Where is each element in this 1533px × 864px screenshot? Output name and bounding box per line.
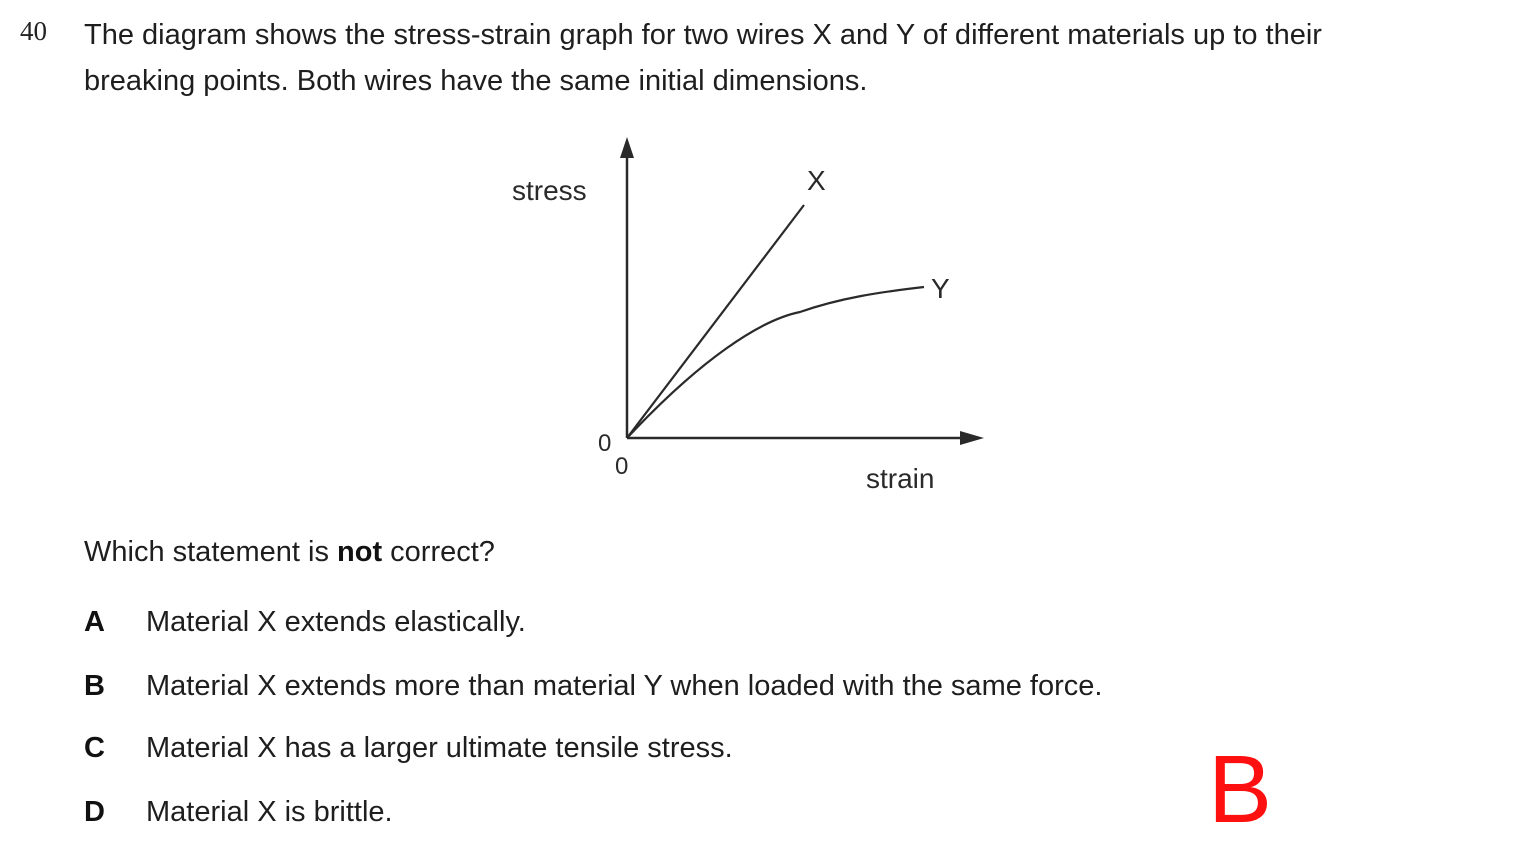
y-axis-label: stress	[512, 175, 587, 206]
question-stem	[84, 12, 1514, 104]
option-letter: C	[84, 732, 105, 764]
prompt-bold: not	[337, 536, 383, 568]
option-text: Material X is brittle.	[146, 796, 393, 828]
option-letter: B	[84, 670, 105, 702]
curve-y-label: Y	[931, 273, 950, 304]
x-axis-label: strain	[866, 463, 935, 494]
option-b[interactable]	[84, 670, 1102, 703]
y-axis-arrowhead	[620, 137, 634, 158]
curve-x-label: X	[807, 165, 826, 196]
option-text: Material X has a larger ultimate tensile stress.	[146, 732, 733, 764]
origin-x-label: 0	[615, 453, 629, 480]
prompt-before: Which statement is	[84, 536, 338, 568]
question-prompt	[84, 536, 495, 569]
option-text: Material X extends more than material Y when loaded with the same force.	[146, 670, 1103, 702]
option-d[interactable]	[84, 796, 393, 829]
option-letter: D	[84, 796, 105, 828]
option-a[interactable]	[84, 606, 526, 639]
origin-y-label: 0	[598, 430, 612, 457]
question-number: 40	[20, 16, 47, 46]
stress-strain-graph	[480, 120, 1000, 510]
option-c[interactable]	[84, 732, 733, 765]
curve-x	[627, 205, 804, 438]
stem-line-2: breaking points. Both wires have the same initial dimensions.	[84, 65, 868, 97]
curve-y	[627, 287, 924, 438]
x-axis-arrowhead	[960, 431, 984, 445]
answer-mark: B	[1208, 736, 1273, 843]
option-letter: A	[84, 606, 105, 638]
prompt-after: correct?	[382, 536, 495, 568]
stem-line-1: The diagram shows the stress-strain graph for two wires X and Y of different materials up to their	[84, 19, 1322, 51]
option-text: Material X extends elastically.	[146, 606, 526, 638]
